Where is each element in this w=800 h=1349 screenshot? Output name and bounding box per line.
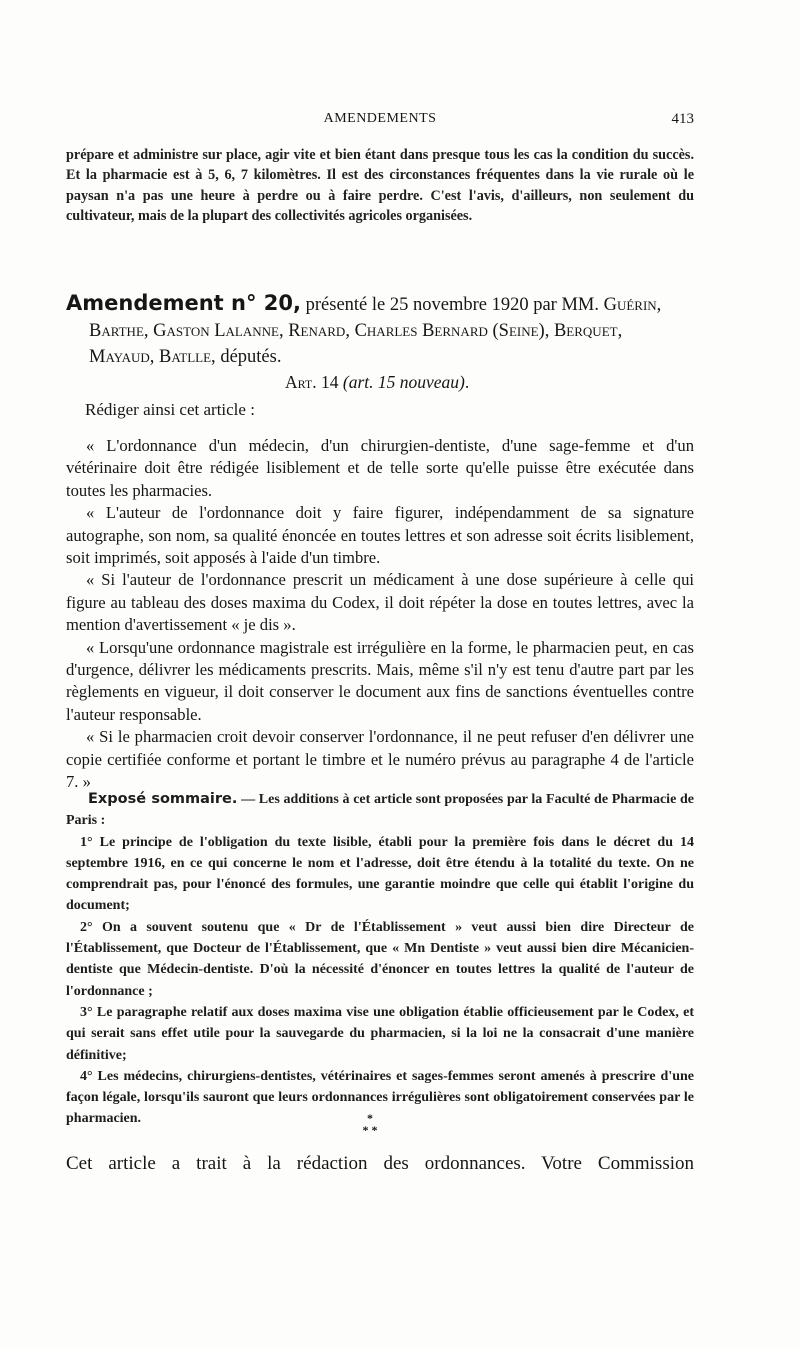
closing-line: Cet article a trait à la rédaction des ordonnances. Votre Commission	[66, 1153, 694, 1174]
article-paragraph: « Si l'auteur de l'ordonnance prescrit un médicament à une dose supérieure à celle qui figure au tableau des doses maxima du Codex, il doit répéter la dose en toutes lettres, avec la mention d'avertissement « je dis ».	[66, 570, 694, 635]
asterism-top: *	[367, 1111, 373, 1125]
amendment-heading-line-2: Barthe, Gaston Lalanne, Renard, Charles Bernard (Seine), Berquet,	[89, 321, 623, 341]
asterism-bottom: * *	[362, 1123, 378, 1137]
deputy-names: Mayaud, Batlle,	[89, 347, 216, 367]
expose-heading: Exposé sommaire.	[88, 791, 238, 807]
article-suffix: .	[464, 372, 470, 392]
amendment-label: Amendement n° 20,	[66, 291, 301, 315]
expose-intro	[66, 789, 694, 832]
expose-sommaire	[66, 789, 694, 1130]
lead-paragraph-block	[66, 145, 694, 226]
expose-item: 1° Le principe de l'obligation du texte lisible, établi pour la première fois dans le décret du 14 septembre 1916, en ce qui concerne le nom et l'adresse, doit être étendu à la totalité du texte. On ne comprendrait pas, pour l'énoncé des formules, une garantie moindre que celle qui établit l'origine du document;	[66, 834, 694, 914]
article-text	[66, 435, 694, 794]
article-paragraph: « Lorsqu'une ordonnance magistrale est irrégulière en la forme, le pharmacien peut, en cas d'urgence, délivrer les médicaments prescrits. Mais, même s'il n'y est tenu d'autre part par les règlements en vigueur, il doit conserver le document aux fins de sanctions éventuelles contre l'auteur responsable.	[66, 637, 694, 724]
lead-paragraph: prépare et administre sur place, agir vite et bien étant dans presque tous les cas la condition du succès. Et la pharmacie est à 5, 6, 7 kilomètres. Il est des circonstances fréquentes dans la vie rurale où le paysan n'a pas une heure à perdre ou à faire perdre. C'est l'avis, d'ailleurs, non seulement du cultivateur, mais de la plupart des collectivités agricoles organisées.	[66, 147, 694, 224]
article-new-number: (art. 15 nouveau)	[342, 372, 465, 392]
running-head-title: AMENDEMENTS	[323, 111, 437, 126]
article-paragraph: « Si le pharmacien croit devoir conserver l'ordonnance, il ne peut refuser d'en délivrer une copie certifiée conforme et portant le timbre et le numéro prévus au paragraphe 4 de l'article 7. »	[66, 727, 694, 792]
page-number: 413	[671, 111, 694, 127]
expose-item: 4° Les médecins, chirurgiens-dentistes, vétérinaires et sages-femmes seront amenés à prescrire d'une façon légale, lorsqu'ils sauront que leurs ordonnances irrégulières sont obligatoirement conservées par le pharmacien.	[66, 1068, 694, 1127]
article-paragraph: « L'auteur de l'ordonnance doit y faire figurer, indépendamment de sa signature autographe, son nom, sa qualité énoncée en toutes lettres et son adresse soit écrits lisiblement, soit imprimés, soit apposés à l'aide d'un timbre.	[66, 503, 694, 568]
deputies-suffix: députés.	[215, 347, 282, 367]
amendment-presented: présenté le 25 novembre 1920 par MM.	[301, 295, 604, 315]
amendment-heading-line-3	[66, 344, 694, 370]
article-paragraph: « L'ordonnance d'un médecin, d'un chirurgien-dentiste, d'une sage-femme et d'un vétérinaire doit être rédigée lisiblement et de telle sorte qu'elle puisse être exécutée dans toutes les pharmacies.	[66, 436, 694, 500]
instruction: Rédiger ainsi cet article :	[85, 400, 255, 419]
amendment-heading	[66, 290, 694, 370]
article-prefix: Art. 14	[285, 372, 343, 392]
expose-item: 3° Le paragraphe relatif aux doses maxima vise une obligation établie officieusement par le Codex, et qui serait sans effet utile pour la sauvegarde du pharmacien, si la loi ne la consacrait d'une manière définitive;	[66, 1004, 694, 1063]
running-head	[66, 111, 694, 131]
expose-intro-text: — Les additions à cet article sont proposées par la Faculté de Pharmacie de Paris :	[66, 792, 694, 829]
expose-item: 2° On a souvent soutenu que « Dr de l'Établissement » veut aussi bien dire Directeur de l'Établissement, que Docteur de l'Établissement, que « Mn Dentiste » veut aussi bien dire Mécanicien-dentiste que Médecin-dentiste. D'où la nécessité d'énoncer en toutes lettres la qualité de l'auteur de l'ordonnance ;	[66, 919, 694, 999]
amendment-heading-line-1	[66, 290, 694, 318]
deputy-name: Guérin,	[603, 295, 662, 315]
article-reference	[285, 372, 469, 393]
asterism-divider	[0, 1112, 740, 1136]
